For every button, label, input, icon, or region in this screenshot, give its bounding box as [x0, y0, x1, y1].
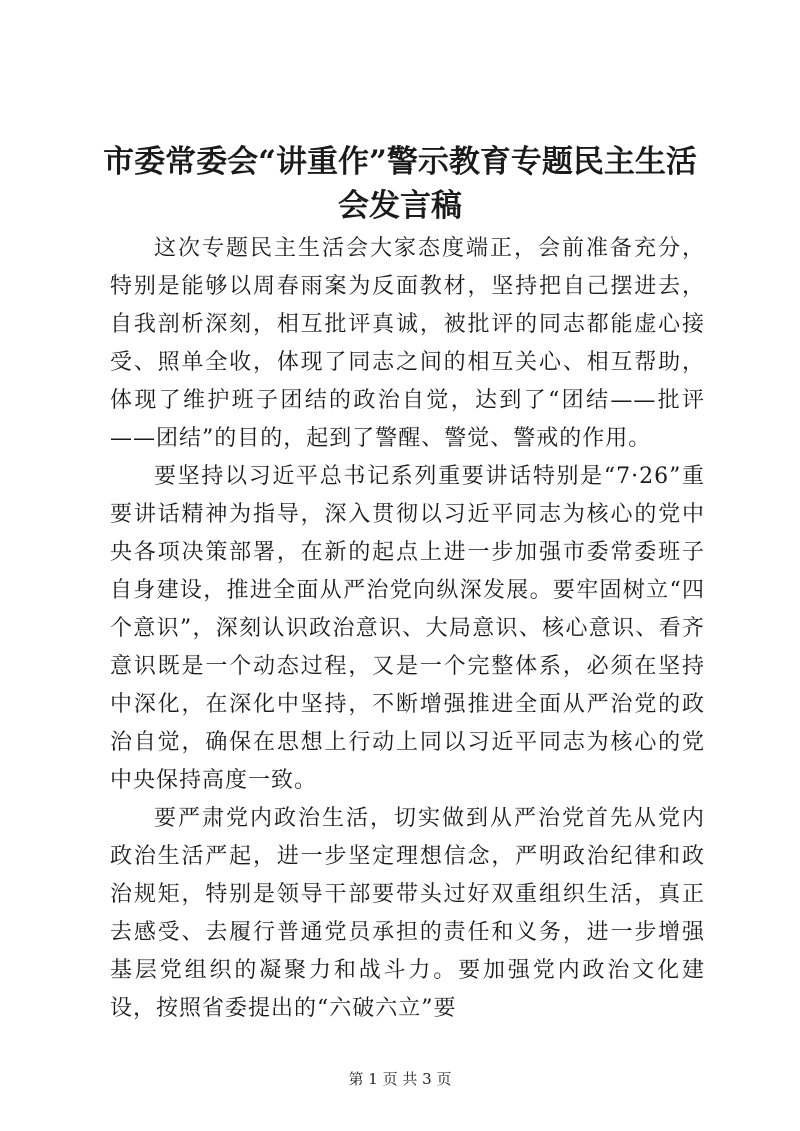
page-footer: 第 1 页 共 3 页 [348, 1070, 452, 1088]
paragraph-1: 这次专题民主生活会大家态度端正，会前准备充分，特别是能够以周春雨案为反面教材，坚持把自己摆进去，自我剖析深刻，相互批评真诚，被批评的同志都能虚心接受、照单全收，体现了同志之间的相互关心、相互帮助，体现了维护班子团结的政治自觉，达到了“团结——批评——团结”的目的，起到了警醒、警觉、警戒的作用。 [110, 236, 705, 451]
document-title [100, 140, 700, 228]
paragraph-2: 要坚持以习近平总书记系列重要讲话特别是“7·26”重要讲话精神为指导，深入贯彻以习近平同志为核心的党中央各项决策部署，在新的起点上进一步加强市委常委班子自身建设，推进全面从严治党向纵深发展。要牢固树立“四个意识”，深刻认识政治意识、大局意识、核心意识、看齐意识既是一个动态过程，又是一个完整体系，必须在坚持中深化，在深化中坚持，不断增强推进全面从严治党的政治自觉，确保在思想上行动上同以习近平同志为核心的党中央保持高度一致。 [110, 464, 705, 793]
title-line-2: 会发言稿 [338, 188, 462, 224]
document-body [110, 230, 705, 1028]
title-line-1: 市委常委会“讲重作”警示教育专题民主生活 [103, 144, 697, 180]
paragraph-3: 要严肃党内政治生活，切实做到从严治党首先从党内政治生活严起，进一步坚定理想信念，严明政治纪律和政治规矩，特别是领导干部要带头过好双重组织生活，真正去感受、去履行普通党员承担的责任和义务，进一步增强基层党组织的凝聚力和战斗力。要加强党内政治文化建设，按照省委提出的“六破六立”要 [110, 806, 705, 1021]
